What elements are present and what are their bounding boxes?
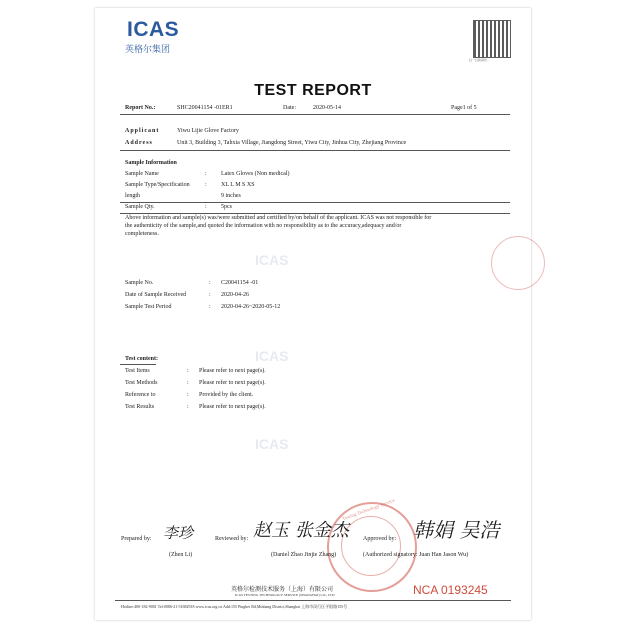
sample-info-value: XL L M S XS [221, 182, 255, 188]
signature-approved: 韩娟 吴浩 [413, 518, 500, 542]
prepared-label: Prepared by: [121, 536, 152, 542]
sample-meta-label: Sample Test Period [125, 304, 172, 310]
disclaimer-line: Above information and sample(s) was/were submitted and certified by/on behalf of the applicant. ICAS was not responsible for [125, 215, 432, 221]
report-page: ICAS 英格尔集团 扫一扫验真伪 TEST REPORT Report No.: SHC20041154 -01ER1 Date: 2020-05-14 Page1 of 5 Applicant Yiwu Lijie Glove Factory Address Unit 3, Building 3, Tahxia Village, Jiangdong Street, Yiwu City, Jinhua City, Zhejiang Province Sample Information Sample Name : Latex Gloves (Non medical) Sample Type/Specification : XL L M S XS length 9 inches Sample Qty. : 5pcs Above information and sample(s) was/were submitted and certified by/on behalf of the applicant. ICAS was not responsible for the authenticity of the sample,and quoted the information with no responsibility as to the accuracy,adequacy and/or completeness. ICAS ICAS ICAS Sample No. : C20041154 -01 Date of Sample Received : 2020-04-26 Sample Test Period : 2020-04-26~2020-05-12 Test content: Test Items : Please refer to next page(s). Test Methods : Please refer to next page(s). Reference to : Provided by the client. Test Results : Please refer to next page(s). Testing Technology Service Prepared by: 李珍 (Zhen Li) Reviewed by: 赵玉 张金杰 (Daniel Zhao Jinjie Zhang) Approved by: 韩娟 吴浩 (Authorized signatory: Juan Han Jason Wu) 英格尔检测技术服务（上海）有限公司 ICAS TESTING TECHNOLOGY SERVICE (SHANGHAI) CO., LTD NCA 0193245 Hotline:400-182-9001 Tel:0086-21-51682918 www.icas.org.cn Add:155 Pingbei Rd,Minhang District,Shanghai 上海市闵行区平阳路155号 [95, 8, 531, 620]
watermark: ICAS [255, 436, 289, 452]
report-no-label: Report No.: [125, 105, 156, 111]
sample-info-label: Sample Qty. [125, 204, 155, 210]
sample-info-value: 9 inches [221, 193, 241, 199]
sample-info-value: 5pcs [221, 204, 232, 210]
side-stamp [491, 236, 545, 290]
sample-meta-value: C20041154 -01 [221, 280, 259, 286]
divider [120, 150, 510, 151]
sample-info-label: Sample Name [125, 171, 159, 177]
disclaimer-line: completeness. [125, 231, 159, 237]
sample-info-heading: Sample Information [125, 160, 177, 166]
test-content-label: Reference to [125, 392, 156, 398]
date-label: Date: [283, 105, 296, 111]
test-content-label: Test Items [125, 368, 150, 374]
address-value: Unit 3, Building 3, Tahxia Village, Jiangdong Street, Yiwu City, Jinhua City, Zhejiang Province [177, 140, 407, 146]
divider [120, 114, 510, 115]
divider [120, 213, 510, 214]
serial-number: NCA 0193245 [413, 583, 488, 597]
watermark: ICAS [255, 252, 289, 268]
sample-meta-value: 2020-04-26~2020-05-12 [221, 304, 281, 310]
sample-info-label: length [125, 193, 140, 199]
address-label: Address [125, 140, 153, 146]
date-value: 2020-05-14 [313, 105, 341, 111]
disclaimer-line: the authenticity of the sample,and quoted the information with no responsibility as to the accuracy,adequacy and/or [125, 223, 402, 229]
applicant-value: Yiwu Lijie Glove Factory [177, 128, 239, 134]
test-content-label: Test Methods [125, 380, 158, 386]
approved-label: Approved by: [363, 536, 397, 542]
test-content-value: Please refer to next page(s). [199, 368, 266, 374]
reviewed-label: Reviewed by: [215, 536, 249, 542]
sample-info-label: Sample Type/Specification [125, 182, 190, 188]
reviewed-name: (Daniel Zhao Jinjie Zhang) [271, 552, 337, 558]
test-content-heading: Test content: [125, 356, 158, 362]
signature-prepared: 李珍 [163, 524, 194, 542]
sample-meta-value: 2020-04-26 [221, 292, 249, 298]
footer-company-cn: 英格尔检测技术服务（上海）有限公司 [231, 587, 334, 593]
logo-subtitle: 英格尔集团 [125, 45, 171, 55]
divider [120, 202, 510, 203]
test-content-value: Please refer to next page(s). [199, 404, 266, 410]
test-content-label: Test Results [125, 404, 155, 410]
test-content-value: Provided by the client. [199, 392, 254, 398]
report-no-value: SHC20041154 -01ER1 [177, 105, 233, 111]
divider [115, 600, 511, 601]
seal-text: Testing Technology Service [341, 498, 396, 523]
footer-contact: Hotline:400-182-9001 Tel:0086-21-51682918 www.icas.org.cn Add:155 Pingbei Rd,Minhang District,Shanghai 上海市闵行区平阳路155号 [121, 604, 348, 609]
prepared-name: (Zhen Li) [169, 552, 193, 558]
test-content-value: Please refer to next page(s). [199, 380, 266, 386]
page-indicator: Page1 of 5 [451, 105, 477, 111]
page-title: TEST REPORT [254, 82, 372, 99]
watermark: ICAS [255, 348, 289, 364]
icas-logo: ICAS [127, 18, 180, 41]
sample-meta-label: Sample No. [125, 280, 154, 286]
footer-company-en: ICAS TESTING TECHNOLOGY SERVICE (SHANGHAI) CO., LTD [235, 593, 335, 597]
sample-meta-label: Date of Sample Received [125, 292, 187, 298]
approved-name: (Authorized signatory: Juan Han Jason Wu) [363, 552, 469, 558]
company-seal-inner [341, 516, 401, 576]
sample-info-value: Latex Gloves (Non medical) [221, 171, 290, 177]
divider [120, 364, 156, 365]
qr-code-icon [473, 20, 511, 58]
applicant-label: Applicant [125, 128, 160, 134]
qr-caption: 扫一扫验真伪 [469, 58, 488, 62]
signature-reviewed: 赵玉 张金杰 [253, 520, 349, 541]
